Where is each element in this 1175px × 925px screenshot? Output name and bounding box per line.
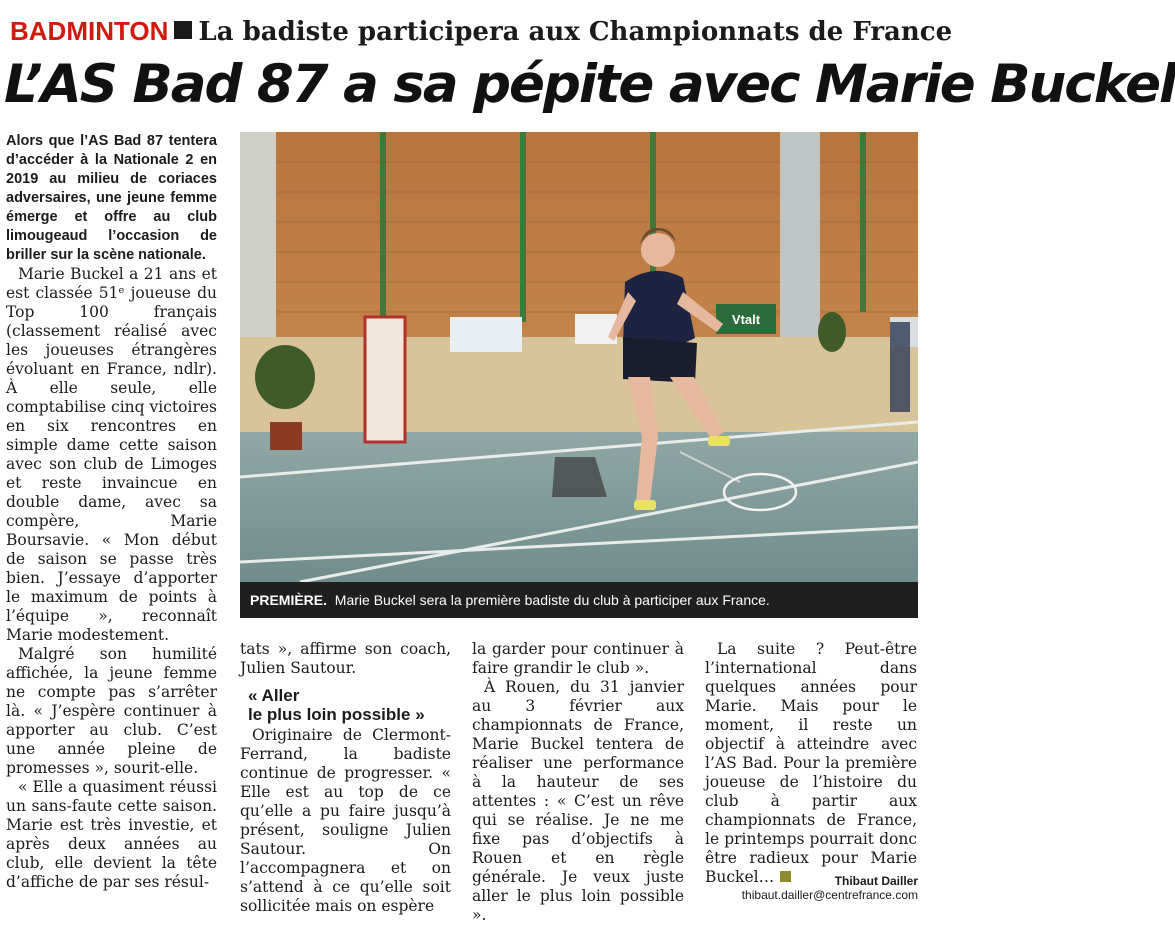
column-4 — [705, 640, 917, 887]
caption-text: Marie Buckel sera la première badiste du club à participer aux France. — [334, 592, 770, 608]
intertitle — [248, 686, 451, 724]
badminton-player-illustration — [240, 132, 918, 582]
caption-label: PREMIÈRE. — [250, 592, 328, 608]
paragraph: la garder pour continuer à faire grandir le club ». — [472, 640, 684, 677]
column-2 — [240, 640, 451, 916]
section-label: BADMINTON — [10, 16, 169, 46]
photo-caption — [240, 582, 918, 618]
paragraph — [705, 640, 917, 887]
intertitle-line: le plus loin possible » — [248, 705, 425, 724]
paragraph: Malgré son humilité affichée, la jeune femme ne compte pas s’arrêter là. « J’espère continuer à apporter au club. C’est une année pleine de promesses », sourit-elle. — [6, 645, 217, 777]
intertitle-line: « Aller — [248, 686, 300, 705]
paragraph: À Rouen, du 31 janvier au 3 février aux championnats de France, Marie Buckel tentera de réaliser une performance à la hauteur de ses attentes : « C’est un rêve qui se réalise. Je ne me fixe pas d’objectifs à Rouen et en règle générale. Je veux juste aller le plus loin possible ». — [472, 678, 684, 924]
paragraph: tats », affirme son coach, Julien Sautour. — [240, 640, 451, 677]
article-photo — [240, 132, 918, 582]
paragraph: « Elle a quasiment réussi un sans-faute cette saison. Marie est très investie, et après deux années au club, elle devient la tête d’affiche de par ses résul- — [6, 778, 217, 891]
kicker-subtitle: La badiste participera aux Championnats de France — [198, 17, 953, 47]
wall-banner-text: Vtalt — [731, 312, 761, 327]
author-email: thibaut.dailler@centrefrance.com — [741, 888, 918, 902]
headline: L’AS Bad 87 a sa pépite avec Marie Buckel — [4, 54, 1175, 115]
paragraph-text: La suite ? Peut-être l’international dans quelques années pour Marie. Mais pour le moment, il reste un objectif à atteindre avec l’AS Bad. Pour la première joueuse de l’histoire du club à partir aux championnats de France, le printemps pourrait donc être radieux pour Marie Buckel… — [705, 640, 917, 886]
byline — [742, 874, 918, 902]
square-bullet-icon — [174, 21, 192, 39]
author-name: Thibaut Dailler — [834, 874, 918, 888]
column-1 — [6, 132, 217, 892]
kicker — [10, 16, 952, 47]
paragraph: Marie Buckel a 21 ans et est classée 51ᵉ joueuse du Top 100 français (classement réalisé avec les joueuses étrangères évoluant en France, ndlr). À elle seule, elle comptabilise cinq victoires en six rencontres en simple dame cette saison avec son club de Limoges et reste invaincue en double dame, avec sa compère, Marie Boursavie. « Mon début de saison se passe très bien. J’essaye d’apporter le maximum de points à l’équipe », reconnaît Marie modestement. — [6, 265, 217, 644]
paragraph: Originaire de Clermont-Ferrand, la badiste continue de progresser. « Elle est au top de ce qu’elle a pu faire jusqu’à présent, souligne Julien Sautour. On l’accompagnera et on s’attend à ce qu’elle soit sollicitée mais on espère — [240, 726, 451, 915]
column-3 — [472, 640, 684, 925]
lead-paragraph: Alors que l’AS Bad 87 tentera d’accéder à la Nationale 2 en 2019 au milieu de coriaces adversaires, une jeune femme émerge et offre au club limougeaud l’occasion de briller sur la scène nationale. — [6, 133, 217, 263]
